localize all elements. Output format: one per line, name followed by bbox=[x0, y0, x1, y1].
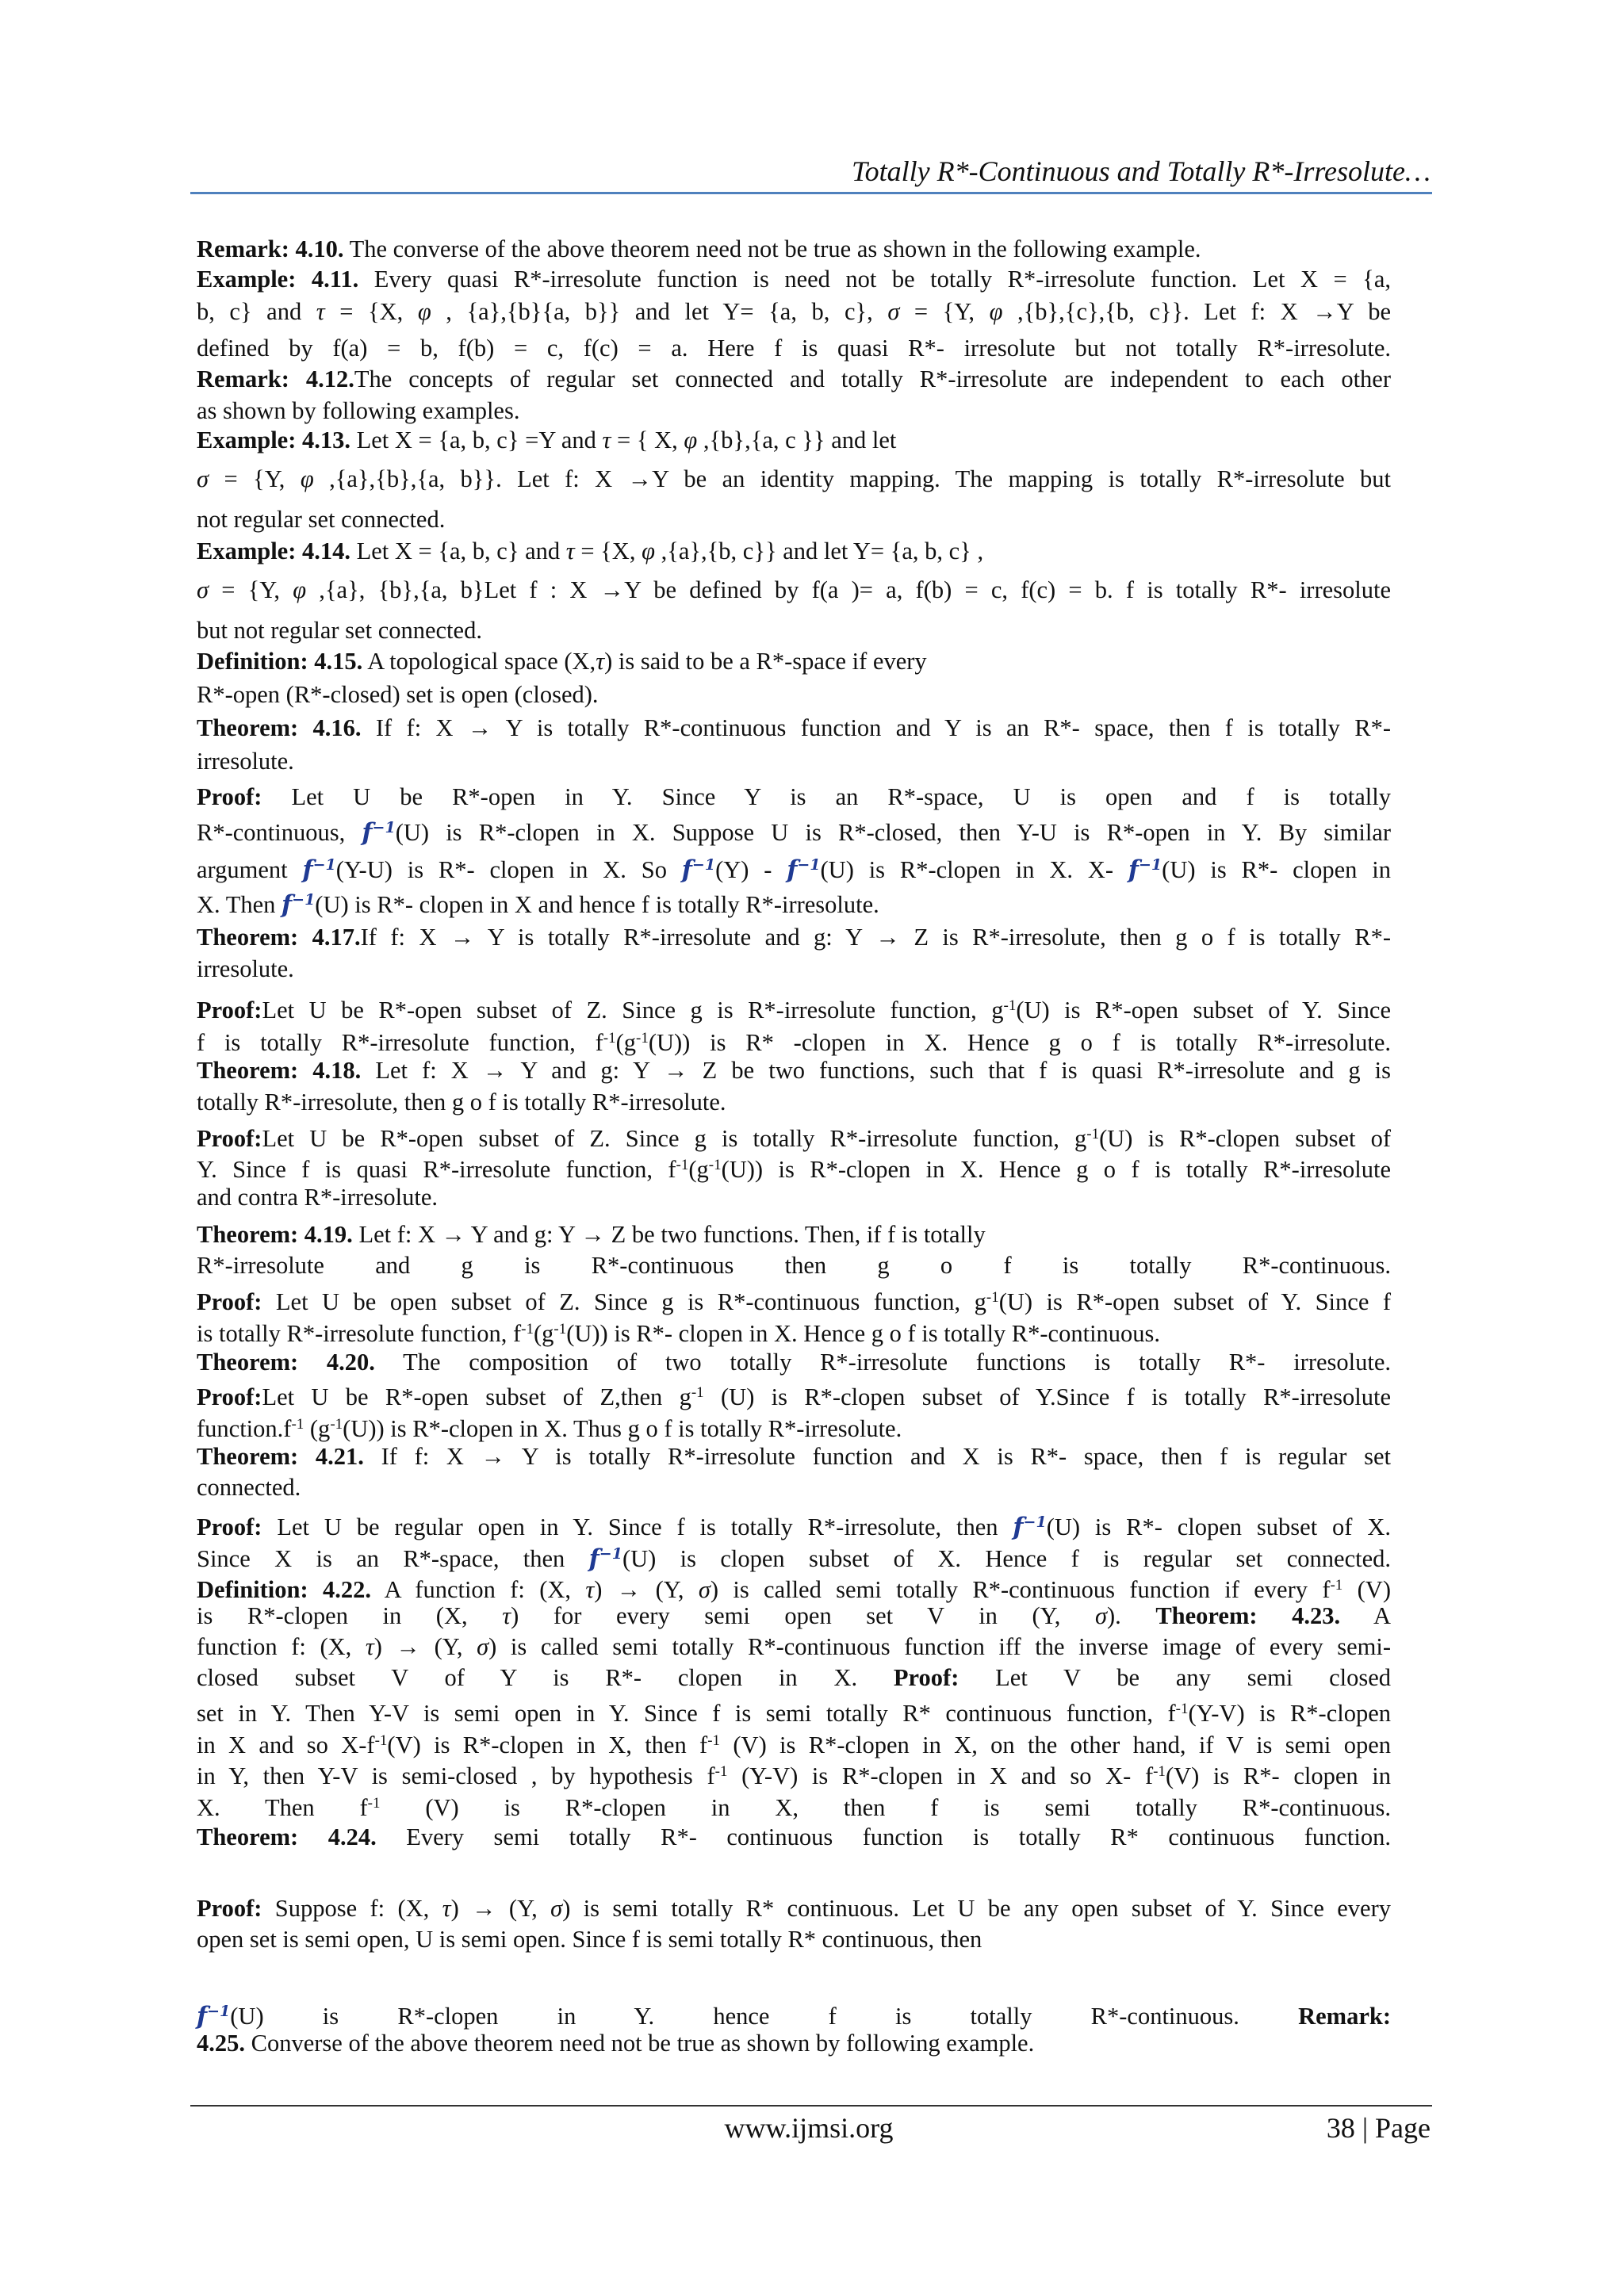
text-line: Theorem: 4.24. Every semi totally R*- continuous function is totally R* continuous function. bbox=[197, 1823, 1391, 1850]
header-rule bbox=[190, 192, 1432, 194]
text-line: X. Then $f^{-1}$ (V) is R*-clopen in X, then f is semi totally R*-continuous. bbox=[197, 1794, 1391, 1821]
text-line: f is totally R*-irresolute function, $f^{-1}(g^{-1}(U))$ is R* -clopen in X. Hence g o f is totally R*-irresolute. bbox=[197, 1029, 1392, 1056]
text-line: Y. Since f is quasi R*-irresolute function, $f^{-1}(g^{-1}(U))$ is R*-clopen in X. Hence g o f is totally R*-irresolute bbox=[197, 1156, 1391, 1183]
text-line: closed subset V of Y is R*- clopen in X. Proof: Let V be any semi closed bbox=[197, 1664, 1392, 1691]
footer-website: www.ijmsi.org bbox=[724, 2112, 894, 2144]
text-line: b, c} and τ = {X, φ , {a},{b}{a, b}} and let Y= {a, b, c}, σ = {Y, φ ,{b},{c},{b, c}}. Let f: X →Y be bbox=[197, 298, 1392, 325]
text-line: connected. bbox=[197, 1474, 301, 1501]
text-line: and contra R*-irresolute. bbox=[197, 1184, 439, 1211]
text-line: Proof:Let U be R*-open subset of Z. Since g is R*-irresolute function, $g^{-1}(U)$ is R*-open subset of Y. Since bbox=[197, 997, 1391, 1024]
text-line: as shown by following examples. bbox=[197, 397, 520, 424]
text-line: totally R*-irresolute, then g o f is totally R*-irresolute. bbox=[197, 1089, 726, 1115]
text-line: irresolute. bbox=[197, 748, 294, 775]
footer-page-number: 38 | Page bbox=[1326, 2112, 1431, 2144]
text-line: in Y, then Y-V is semi-closed , by hypothesis $f^{-1}$ (Y-V) is R*-clopen in X and so X- $f^{-1}(V)$ is R*- clopen in bbox=[197, 1762, 1392, 1789]
text-line: Proof:Let U be R*-open subset of Z. Since g is totally R*-irresolute function, $g^{-1}(U)$ is R*-clopen subset of bbox=[197, 1125, 1392, 1152]
text-line: Example: 4.14. Let X = {a, b, c} and τ = {X, φ ,{a},{b, c}} and let Y= {a, b, c} , bbox=[197, 538, 984, 564]
text-line: function f: (X, τ) → (Y, σ) is called semi totally R*-continuous function iff the inverse image of every semi- bbox=[197, 1633, 1391, 1660]
text-line: Definition: 4.15. A topological space (X,τ) is said to be a R*-space if every bbox=[197, 648, 927, 675]
text-line: R*-open (R*-closed) set is open (closed). bbox=[197, 681, 599, 708]
text-line: Example: 4.13. Let X = {a, b, c} =Y and τ = { X, φ ,{b},{a, c }} and let bbox=[197, 427, 897, 453]
text-line: not regular set connected. bbox=[197, 506, 446, 533]
text-line: is R*-clopen in (X, τ) for every semi open set V in (Y, σ). Theorem: 4.23. A bbox=[197, 1602, 1392, 1629]
text-line: defined by f(a) = b, f(b) = c, f(c) = a. Here f is quasi R*- irresolute but not totally R*-irresolute. bbox=[197, 335, 1391, 362]
text-line: in X and so $X-f^{-1}(V)$ is R*-clopen in X, then $f^{-1}$ (V) is R*-clopen in X, on the other hand, if V is semi open bbox=[197, 1732, 1391, 1758]
text-line: σ = {Y, φ ,{a}, {b},{a, b}Let f : X →Y be defined by f(a )= a, f(b) = c, f(c) = b. f is totally R*- irresolute bbox=[197, 576, 1392, 603]
text-line: Theorem: 4.20. The composition of two totally R*-irresolute functions is totally R*- irresolute. bbox=[197, 1349, 1392, 1376]
running-title: Totally R*-Continuous and Totally R*-Irresolute… bbox=[851, 155, 1431, 187]
text-line: Proof: Suppose f: (X, τ) → (Y, σ) is semi totally R* continuous. Let U be any open subset of Y. Since every bbox=[197, 1895, 1391, 1922]
text-line: $function.f^{-1}$ $(g^{-1}(U))$ is R*-clopen in X. Thus g o f is totally R*-irresolute. bbox=[197, 1415, 902, 1442]
text-line: Theorem: 4.17.If f: X → Y is totally R*-irresolute and g: Y → Z is R*-irresolute, then g o f is totally R*- bbox=[197, 924, 1391, 951]
text-line: Theorem: 4.21. If f: X → Y is totally R*-irresolute function and X is R*- space, then f is regular set bbox=[197, 1443, 1391, 1470]
text-line: Remark: 4.10. The converse of the above theorem need not be true as shown in the following example. bbox=[197, 235, 1201, 262]
text-line: Theorem: 4.18. Let f: X → Y and g: Y → Z be two functions, such that f is quasi R*-irresolute and g is bbox=[197, 1057, 1391, 1084]
text-line: open set is semi open, U is semi open. Since f is semi totally R* continuous, then bbox=[197, 1926, 982, 1953]
text-line: Proof: Let U be R*-open in Y. Since Y is an R*-space, U is open and f is totally bbox=[197, 783, 1391, 810]
text-line: $f^{-1}(U)$ is R*-clopen in Y. hence f is totally R*-continuous. Remark: bbox=[197, 2002, 1391, 2030]
footer-rule bbox=[190, 2105, 1432, 2107]
text-line: 4.25. Converse of the above theorem need not be true as shown by following example. bbox=[197, 2030, 1035, 2057]
text-line: Proof: Let U be open subset of Z. Since g is R*-continuous function, $g^{-1}(U)$ is R*-open subset of Y. Since f bbox=[197, 1288, 1391, 1315]
text-line: R*-irresolute and g is R*-continuous then g o f is totally R*-continuous. bbox=[197, 1252, 1391, 1279]
text-line: X. Then $f^{-1}(U)$ is R*- clopen in X and hence f is totally R*-irresolute. bbox=[197, 890, 879, 919]
text-line: R*-continuous, $f^{-1}(U)$ is R*-clopen in X. Suppose U is R*-closed, then Y-U is R*-open in Y. By similar bbox=[197, 818, 1391, 847]
text-line: Proof:Let U be R*-open subset of Z,then $g^{-1}$ (U) is R*-clopen subset of Y.Since f is totally R*-irresolute bbox=[197, 1383, 1391, 1410]
text-line: Proof: Let U be regular open in Y. Since f is totally R*-irresolute, then $f^{-1}(U)$ is R*- clopen subset of X. bbox=[197, 1513, 1391, 1541]
text-line: Theorem: 4.16. If f: X → Y is totally R*-continuous function and Y is an R*- space, then f is totally R*- bbox=[197, 714, 1391, 741]
text-line: irresolute. bbox=[197, 955, 294, 982]
text-line: Remark: 4.12.The concepts of regular set connected and totally R*-irresolute are independent to each other bbox=[197, 365, 1391, 392]
text-line: is totally R*-irresolute function, $f^{-1}(g^{-1}(U))$ is R*- clopen in X. Hence g o f is totally R*-continuous. bbox=[197, 1320, 1161, 1347]
text-line: σ = {Y, φ ,{a},{b},{a, b}}. Let f: X →Y be an identity mapping. The mapping is totally R*-irresolute but bbox=[197, 465, 1391, 492]
text-line: Definition: 4.22. A function f: (X, τ) → (Y, σ) is called semi totally R*-continuous function if every $f^{-1}$ (V) bbox=[197, 1576, 1391, 1603]
text-line: set in Y. Then Y-V is semi open in Y. Since f is semi totally R* continuous function, $f^{-1}(Y-V)$ is R*-clopen bbox=[197, 1700, 1391, 1727]
text-line: but not regular set connected. bbox=[197, 617, 482, 644]
text-line: argument $f^{-1}(Y-U)$ is R*- clopen in X. So $f^{-1}(Y) - f^{-1}(U)$ is R*-clopen in X. X- $f^{-1}(U)$ is R*- clopen in bbox=[197, 855, 1391, 884]
text-line: Since X is an R*-space, then $f^{-1}(U)$ is clopen subset of X. Hence f is regular set connected. bbox=[197, 1544, 1391, 1573]
text-line: Example: 4.11. Every quasi R*-irresolute function is need not be totally R*-irresolute function. Let X = {a, bbox=[197, 266, 1391, 293]
text-line: Theorem: 4.19. Let f: X → Y and g: Y → Z be two functions. Then, if f is totally bbox=[197, 1221, 986, 1248]
